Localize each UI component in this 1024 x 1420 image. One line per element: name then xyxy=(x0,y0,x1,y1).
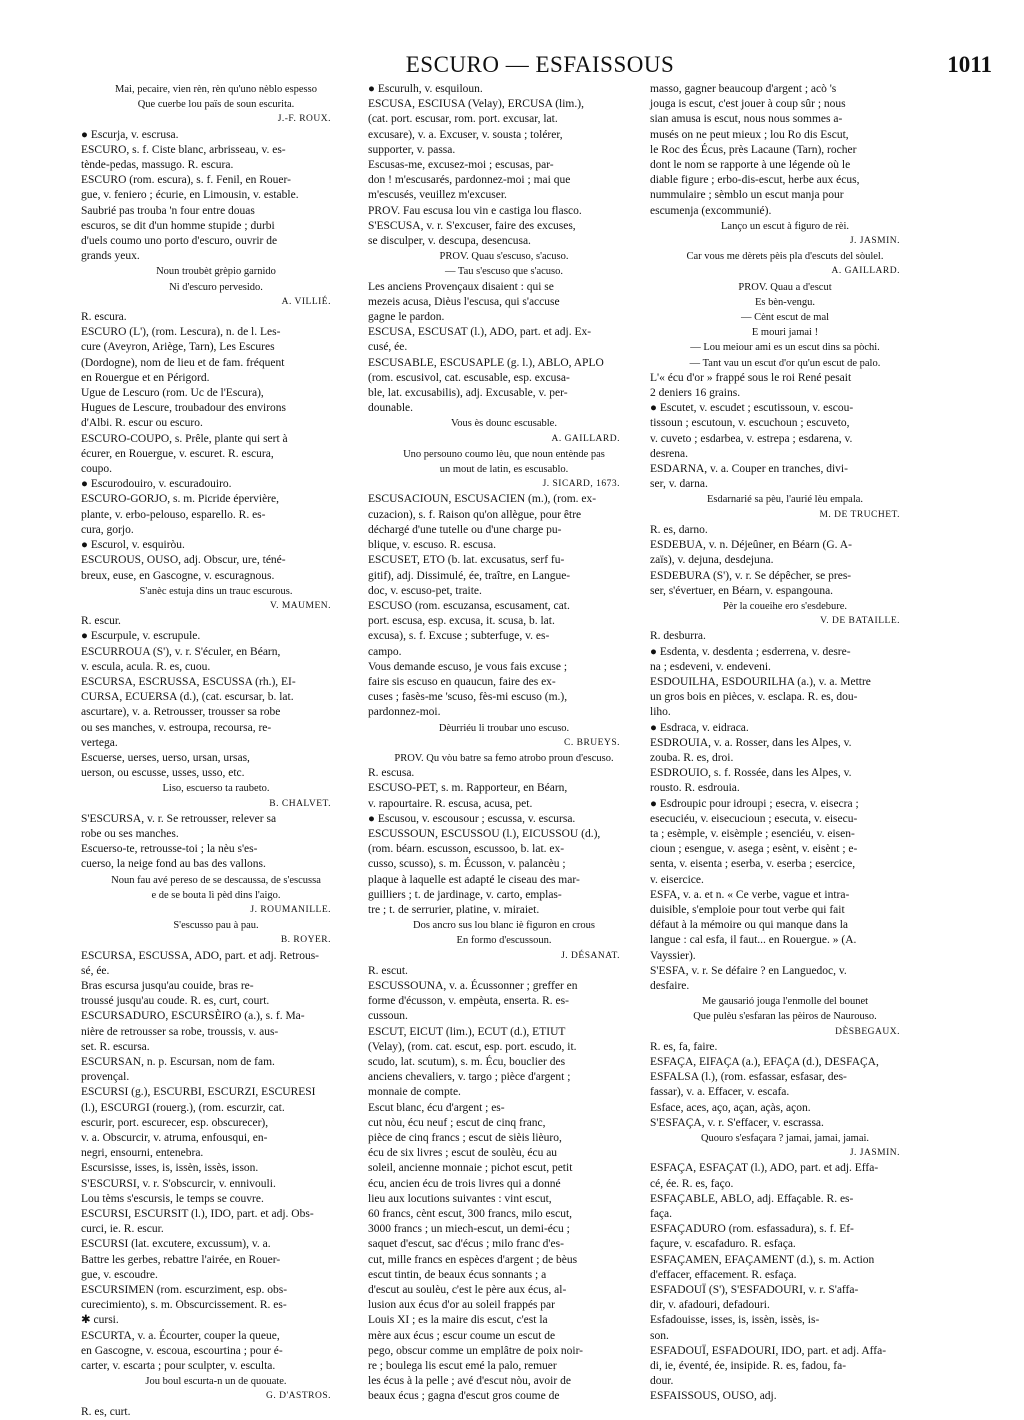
attribution: B. CHALVET. xyxy=(269,798,331,809)
entry-line: ● Esdenta, v. desdenta ; esderrena, v. desre- xyxy=(650,645,851,658)
entry-line: Escut blanc, écu d'argent ; es- xyxy=(368,1101,505,1114)
entry-line: S'ESCURSA, v. r. Se retrousser, relever sa xyxy=(81,812,277,825)
entry-line: sé, ée. xyxy=(81,964,110,977)
quotation-line: S'escusso pau à pau. xyxy=(173,920,259,932)
entry-line: ESCURO-GORJO, s. m. Picride épervière, xyxy=(81,493,280,506)
entry-line: v. a. Obscurcir, v. atruma, enfousqui, en- xyxy=(81,1132,268,1145)
entry-line: forme d'écusson, v. empèuta, enserta. R. es- xyxy=(368,995,569,1008)
entry-line: gue, v. feniero ; écurie, en Limousin, v. estable. xyxy=(81,189,299,202)
quotation-line: e de se bouta lì pèd dins l'aigo. xyxy=(151,889,281,901)
entry-line: masso, gagner beaucoup d'argent ; acò 's xyxy=(650,83,837,95)
entry-line: cusé, ée. xyxy=(368,341,408,354)
entry-line: Les anciens Provençaux disaient : qui se xyxy=(368,280,554,293)
entry-line: ESDOUILHA, ESDOURILHA (a.), v. a. Mettre xyxy=(650,675,871,688)
entry-line: ESFAISSOUS, OUSO, adj. xyxy=(650,1390,777,1403)
quotation-line: — Tant vau un escut d'or qu'un escut de palo. xyxy=(689,357,881,369)
entry-line: Louis XI ; es la maire dis escut, c'est la xyxy=(368,1314,548,1327)
entry-line: langue : cal esfa, il faut... en Rouergue. » (A. xyxy=(650,934,857,947)
entry-line: ascurtare), v. a. Retrousser, trousser sa robe xyxy=(81,706,281,719)
quotation-line: S'anèc estuja dins un trauc escurous. xyxy=(139,585,293,597)
entry-line: d'effacer, effacement. R. esfaça. xyxy=(650,1268,797,1281)
entry-line: CURSA, ECUERSA (d.), (cat. escursar, b. lat. xyxy=(81,691,294,704)
entry-line: don ! m'escusarés, pardonnez-moi ; mai que xyxy=(368,174,571,187)
entry-line: faire sis escuso en quaucun, faire des ex- xyxy=(368,675,556,688)
entry-line: gue, v. escoudre. xyxy=(81,1268,158,1281)
entry-line: ● Escusou, v. escousour ; escussa, v. escursa. xyxy=(368,812,576,825)
entry-line: (cat. port. escusar, rom. port. excusar, lat. xyxy=(368,113,558,126)
entry-line: écu de six livres ; escut de soulèu, écu au xyxy=(368,1147,558,1160)
entry-line: ● Escutet, v. escudet ; escutissoun, v. escou- xyxy=(650,402,854,415)
entry-line: ble, lat. excusabilis), adj. Excusable, v. per- xyxy=(368,387,568,400)
entry-line: curci, ie. R. escur. xyxy=(81,1223,164,1236)
entry-line: negri, ensourni, entenebra. xyxy=(81,1147,204,1160)
quotation-line: PROV. Qu vòu batre sa femo atrobo proun d'escuso. xyxy=(394,752,614,764)
entry-line: musés on ne peut mieux ; lou Ro dis Escut, xyxy=(650,128,849,141)
entry-line: supporter, v. passa. xyxy=(368,143,456,156)
entry-line: ser, s'évertuer, en Béarn, v. espangouna. xyxy=(650,584,834,597)
entry-line: ESCURTA, v. a. Écourter, couper la queue, xyxy=(81,1329,280,1342)
entry-line: coupo. xyxy=(81,463,112,476)
quotation-line: Liso, escuerso ta raubeto. xyxy=(162,783,270,795)
entry-line: 3000 francs ; un miech-escut, un demi-écu ; xyxy=(368,1223,570,1236)
entry-line: mère aux écus ; escur coume un escut de xyxy=(368,1329,556,1342)
quotation-line: Que cuerbe lou païs de soun escurita. xyxy=(137,99,295,111)
entry-line: di, ie, éventé, ée, insipide. R. es, fadou, fa- xyxy=(650,1360,847,1373)
entry-line: pièce de cinq francs ; escut de sièis lièuro, xyxy=(368,1132,562,1145)
entry-line: grands yeux. xyxy=(81,250,140,263)
attribution: B. ROYER. xyxy=(280,935,331,946)
entry-line: blique, v. escuso. R. escusa. xyxy=(368,539,496,552)
entry-line: S'ESCUSA, v. r. S'excuser, faire des excuses, xyxy=(368,219,576,232)
entry-line: Hugues de Lescure, troubadour des environs xyxy=(81,402,287,415)
quotation-line: Que pulèu s'esfaran las pèiros de Naurouso. xyxy=(693,1011,877,1023)
entry-line: en Rouergue et en Périgord. xyxy=(81,371,210,384)
entry-line: v. eisercice. xyxy=(650,873,704,886)
quotation-line: Dèurriéu li troubar uno escuso. xyxy=(438,722,570,734)
attribution: J. SICARD, 1673. xyxy=(542,479,620,490)
attribution: J. JASMIN. xyxy=(849,1148,900,1159)
entry-line: ESCURSADURO, ESCURSÈIRO (a.), s. f. Ma- xyxy=(81,1010,305,1023)
entry-line: cut, mille francs en espèces d'argent ; de bèus xyxy=(368,1253,578,1266)
entry-line: ESDROUIO, s. f. Rossée, dans les Alpes, v. xyxy=(650,767,852,780)
entry-line: pego, obscur comme un emplâtre de poix noir- xyxy=(368,1344,584,1357)
entry-line: tre ; t. de serrurier, platine, v. miraiet. xyxy=(368,903,540,916)
attribution: J. JASMIN. xyxy=(849,236,900,247)
entry-line: ESCUSET, ETO (b. lat. excusatus, serf fu- xyxy=(368,554,565,567)
entry-line: escut tintin, de beaux écus sonnants ; a xyxy=(368,1268,547,1281)
entry-line: ESFAÇAMEN, EFAÇAMENT (d.), s. m. Action xyxy=(650,1253,875,1266)
entry-line: ESCUSSOUNA, v. a. Écussonner ; greffer en xyxy=(368,979,578,992)
entry-line: gagne le pardon. xyxy=(368,311,445,324)
entry-line: carter, v. escarta ; pour sculpter, v. esculta. xyxy=(81,1360,276,1373)
quotation-line: Es bèn-vengu. xyxy=(754,296,816,308)
quotation-line: Uno persouno coumo lèu, que noun entènde pas xyxy=(403,448,605,460)
entry-line: R. escura. xyxy=(81,311,127,324)
entry-line: cussoun. xyxy=(368,1010,408,1023)
entry-line: ESCUSO-PET, s. m. Rapporteur, en Béarn, xyxy=(368,782,568,795)
entry-line: ESCURSI (g.), ESCURBI, ESCURZI, ESCURESI xyxy=(81,1086,316,1099)
entry-line: na ; esdeveni, v. endeveni. xyxy=(650,660,771,673)
entry-line: R. es, curt. xyxy=(81,1405,131,1418)
attribution: A. GAILLARD. xyxy=(831,266,900,277)
entry-line: campo. xyxy=(368,645,402,658)
entry-line: ta ; esèmple, v. eisèmple ; esenciéu, v. eisen- xyxy=(650,827,855,840)
entry-line: escurir, port. escurecer, esp. obscurecer), xyxy=(81,1116,269,1129)
entry-line: ESCURSA, ESCRUSSA, ESCUSSA (rh.), EI- xyxy=(81,675,296,688)
entry-line: lusion aux écus d'or au soleil frappés par xyxy=(368,1299,555,1312)
entry-line: lieu aux locutions suivantes : vint escut, xyxy=(368,1192,552,1205)
quotation-line: Jou boul escurta-n un de quouate. xyxy=(145,1376,287,1388)
quotation-line: Noun troubèt grèpio garnido xyxy=(156,266,276,278)
page-number: 1011 xyxy=(947,52,992,77)
entry-line: provençal. xyxy=(81,1071,130,1084)
entry-line: Saubrié pas trouba 'n four entre douas xyxy=(81,204,255,217)
entry-line: excusare), v. a. Excuser, v. sousta ; tolérer, xyxy=(368,128,563,141)
column-right xyxy=(650,82,920,1403)
entry-line: desrena. xyxy=(650,447,688,460)
entry-line: ou ses manches, v. estroupa, recoursa, re- xyxy=(81,721,272,734)
entry-line: cura, gorjo. xyxy=(81,523,134,536)
entry-line: ● Esdroupic pour idroupi ; esecra, v. eisecra ; xyxy=(650,797,859,810)
entry-line: (Dordogne), nom de lieu et de fam. fréquent xyxy=(81,356,285,369)
entry-line: écu, ancien écu de trois livres qui a donné xyxy=(368,1177,561,1190)
entry-line: ESDARNA, v. a. Couper en tranches, divi- xyxy=(650,463,848,476)
entry-line: plante, v. erbo-pelouso, esparello. R. es- xyxy=(81,508,266,521)
entry-line: ESCURO-COUPO, s. Prêle, plante qui sert à xyxy=(81,432,288,445)
entry-line: breux, euse, en Gascogne, v. escuragnous. xyxy=(81,569,275,582)
entry-line: cuerso, la neige fond au bas des vallons. xyxy=(81,858,266,871)
entry-line: v. rapourtaire. R. escusa, acusa, pet. xyxy=(368,797,533,810)
entry-line: R. desburra. xyxy=(650,630,706,643)
entry-line: rousto. R. esdrouia. xyxy=(650,782,740,795)
entry-line: (rom. béarn. escusson, escussoo, b. lat. ex- xyxy=(368,843,565,856)
entry-line: dont le nom se rapporte à une légende où le xyxy=(650,159,851,172)
entry-line: un gros bois en pièces, v. esclapa. R. es, dou- xyxy=(650,691,858,704)
entry-line: robe ou ses manches. xyxy=(81,827,179,840)
running-title: ESCURO — ESFAISSOUS xyxy=(405,52,675,77)
entry-line: Vous demande escuso, je vous fais excuse ; xyxy=(368,660,568,673)
entry-line: excusa), s. f. Excuse ; subterfuge, v. es- xyxy=(368,630,550,643)
entry-line: pardonnez-moi. xyxy=(368,706,441,719)
entry-line: ESDROUIA, v. a. Rosser, dans les Alpes, v. xyxy=(650,736,852,749)
entry-line: Esfadouisse, isses, is, issèn, issès, is- xyxy=(650,1314,820,1327)
entry-line: diable figure ; erbo-dis-escut, herbe aux écus, xyxy=(650,174,860,187)
entry-line: (Velay), (rom. cat. escut, esp. port. escudo, it. xyxy=(368,1040,577,1053)
entry-line: port. escusa, esp. excusa, it. scusa, b. lat. xyxy=(368,615,555,628)
entry-line: R. escusa. xyxy=(368,767,415,780)
entry-line: nummulaire ; sèmblo un escut manja pour xyxy=(650,189,844,202)
attribution: V. MAUMEN. xyxy=(269,600,331,611)
entry-line: ESDEBURA (S'), v. r. Se dépêcher, se pres- xyxy=(650,569,852,582)
entry-line: ● Esdraca, v. eidraca. xyxy=(650,721,749,734)
quotation-line: Dos ancro sus lou blanc iè figuron en crous xyxy=(413,920,595,932)
entry-line: déchargé d'une tutelle ou d'une charge pu- xyxy=(368,523,562,536)
entry-line: fassar), v. a. Effacer, v. escafa. xyxy=(650,1086,790,1099)
entry-line: se disculper, v. descupa, desencusa. xyxy=(368,235,531,248)
attribution: C. BRUEYS. xyxy=(564,737,620,748)
entry-line: ESCURSAN, n. p. Escursan, nom de fam. xyxy=(81,1056,275,1068)
column-middle xyxy=(368,82,640,1403)
entry-line: gitif), adj. Dissimulé, ée, traître, en Langue- xyxy=(368,569,571,582)
entry-line: ESCUSACIOUN, ESCUSACIEN (m.), (rom. ex- xyxy=(368,493,597,506)
entry-line: doc, v. escuso-pet, traite. xyxy=(368,584,482,597)
entry-line: ● Escurulh, v. esquiloun. xyxy=(368,83,483,95)
entry-line: façure, v. escafaduro. R. esfaça. xyxy=(650,1238,796,1251)
entry-line: ESCURSA, ESCUSSA, ADO, part. et adj. Retrous- xyxy=(81,949,319,962)
entry-line: ESFAÇA, ESFAÇAT (l.), ADO, part. et adj. Effa- xyxy=(650,1162,879,1175)
entry-line: saquet d'escut, sac d'écus ; milo franc d'es- xyxy=(368,1238,564,1251)
entry-line: ESFA, v. a. et n. « Ce verbe, vague et intra- xyxy=(650,888,850,901)
entry-line: ESFAÇADURO (rom. esfassadura), s. f. Ef- xyxy=(650,1223,854,1236)
entry-line: Esface, aces, aço, açan, açàs, açon. xyxy=(650,1101,811,1114)
attribution: A. GAILLARD. xyxy=(551,433,620,444)
entry-line: set. R. escursa. xyxy=(81,1040,150,1053)
entry-line: sian amusa is escut, nous nous sommes a- xyxy=(650,113,843,126)
quotation-line: — Tau s'escuso que s'acuso. xyxy=(444,266,564,278)
entry-line: ser, v. darna. xyxy=(650,478,708,491)
quotation-line: En formo d'escussoun. xyxy=(456,935,552,947)
column-left xyxy=(81,82,351,1418)
entry-line: écurer, en Rouergue, v. escuret. R. escura, xyxy=(81,447,274,460)
entry-line: tissoun ; escutoun, v. escuchoun ; escuveto, xyxy=(650,417,850,430)
entry-line: zouba. R. es, droi. xyxy=(650,751,734,764)
attribution: DÈSBEGAUX. xyxy=(835,1026,900,1037)
entry-line: nière de retrousser sa robe, troussis, v. aus- xyxy=(81,1025,279,1038)
quotation-line: PROV. Quau s'escuso, s'acuso. xyxy=(439,251,569,263)
entry-line: L'« écu d'or » frappé sous le roi René pesait xyxy=(650,371,852,384)
attribution: J.-F. ROUX. xyxy=(277,114,331,125)
quotation-line: Mai, pecaire, vien rèn, rèn qu'uno nèblo espesso xyxy=(115,84,317,95)
entry-line: R. escur. xyxy=(81,615,121,628)
entry-line: re ; boulega lis escut emé la palo, remuer xyxy=(368,1360,557,1373)
entry-line: ● Escurol, v. esquiròu. xyxy=(81,539,185,552)
entry-line: ESFALSA (l.), (rom. esfassar, esfasar, des- xyxy=(650,1071,847,1084)
entry-line: uerson, ou escusse, usses, usso, etc. xyxy=(81,767,245,780)
entry-line: duisible, s'emploie pour tout verbe qui fait xyxy=(650,903,845,916)
entry-line: ESCUSO (rom. escuzansa, escusament, cat. xyxy=(368,599,570,612)
entry-line: monnaie de compte. xyxy=(368,1086,461,1099)
attribution: V. DE BATAILLE. xyxy=(820,616,900,627)
entry-line: R. es, darno. xyxy=(650,523,708,536)
entry-line: v. escula, acula. R. es, cuou. xyxy=(81,660,211,673)
entry-line: dir, v. afadouri, defadouri. xyxy=(650,1299,770,1312)
attribution: J. ROUMANILLE. xyxy=(250,904,331,915)
entry-line: ESCUSA, ESCIUSA (Velay), ERCUSA (lim.), xyxy=(368,98,584,111)
entry-line: ESCUROUS, OUSO, adj. Obscur, ure, téné- xyxy=(81,554,286,567)
entry-line: ESCUSABLE, ESCUSAPLE (g. l.), ABLO, APLO xyxy=(368,356,604,369)
entry-line: ESFADOUÏ (S'), S'ESFADOURI, v. r. S'affa- xyxy=(650,1284,859,1297)
quotation-line: Ni d'escuro pervesido. xyxy=(169,281,263,293)
quotation-line: — Lou meiour ami es un escut dins sa pòchi. xyxy=(690,342,880,354)
entry-line: soleil, ancienne monnaie ; pichot escut, petit xyxy=(368,1162,573,1175)
quotation-line: Vous ès dounc escusable. xyxy=(451,418,557,430)
entry-line: Battre les gerbes, rebattre l'airée, en Rouer- xyxy=(81,1253,281,1266)
entry-line: v. cuveto ; esdarbea, v. estrepa ; esdarena, v. xyxy=(650,432,853,445)
entry-line: escumenja (excommunié). xyxy=(650,204,772,217)
entry-line: plaque à laquelle est adapté le ciseau des mar- xyxy=(368,873,580,886)
entry-line: cioun ; esengue, v. asega ; esènt, v. eisènt ; e- xyxy=(650,843,858,856)
entry-line: Escuerso-te, retrousse-toi ; la nèu s'es- xyxy=(81,843,258,856)
entry-line: (rom. escusivol, cat. escusable, esp. excusa- xyxy=(368,371,570,384)
entry-line: senta, v. eisenta ; eserba, v. eserba ; esercice, xyxy=(650,858,856,871)
entry-line: ESCURROUA (S'), v. r. S'éculer, en Béarn, xyxy=(81,645,281,658)
entry-line: en Gascogne, v. escoua, escourtina ; pour é- xyxy=(81,1344,283,1357)
entry-line: R. es, fa, faire. xyxy=(650,1040,718,1053)
attribution: J. DÉSANAT. xyxy=(561,950,620,961)
page-header xyxy=(80,50,1000,84)
entry-line: ✱ cursi. xyxy=(81,1314,119,1327)
entry-line: guilliers ; t. de jardinage, v. carto, emplas- xyxy=(368,888,562,901)
entry-line: cé, ée. R. es, faço. xyxy=(650,1177,734,1190)
entry-line: S'ESFA, v. r. Se défaire ? en Languedoc, v. xyxy=(650,964,847,977)
entry-line: Lou tèms s'escursis, le temps se couvre. xyxy=(81,1192,264,1205)
entry-line: tènde-pedas, massugo. R. escura. xyxy=(81,159,234,172)
entry-line: 60 francs, cènt escut, 300 francs, milo escut, xyxy=(368,1208,573,1221)
entry-line: faça. xyxy=(650,1208,673,1221)
entry-line: ● Escurpule, v. escrupule. xyxy=(81,630,201,643)
entry-line: jouga is escut, c'est jouer à coup sûr ; nous xyxy=(650,98,846,111)
entry-line: cure (Aveyron, Ariège, Tarn), Les Escures xyxy=(81,341,275,354)
entry-line: vertega. xyxy=(81,736,118,749)
quotation-line: Noun fau avé pereso de se descaussa, de s'escussa xyxy=(111,874,321,886)
entry-line: ESCURSIMEN (rom. escurziment, esp. obs- xyxy=(81,1284,288,1297)
entry-line: cuses ; fasès-me 'scuso, fès-mi escuso (m.), xyxy=(368,691,568,704)
entry-line: cut nòu, écu neuf ; escut de cinq franc, xyxy=(368,1116,546,1129)
quotation-line: Lanço un escut à figuro de rèi. xyxy=(721,220,849,232)
quotation-line: Car vous me dèrets pèis pla d'escuts del sòulel. xyxy=(686,251,884,263)
entry-line: Escuerse, uerses, uerso, ursan, ursas, xyxy=(81,751,250,764)
entry-line: ESCURO (rom. escura), s. f. Fenil, en Rouer- xyxy=(81,174,291,187)
entry-line: beaux écus ; gagna d'escut gros coume de xyxy=(368,1390,560,1403)
entry-line: 2 deniers 16 grains. xyxy=(650,387,741,400)
quotation-line: PROV. Quau a d'escut xyxy=(738,281,832,293)
entry-line: ● Escurodouiro, v. escuradouiro. xyxy=(81,478,232,491)
entry-line: dounable. xyxy=(368,402,414,415)
entry-line: d'Albi. R. escur ou escuro. xyxy=(81,417,203,430)
entry-line: (l.), ESCURGI (rouerg.), (rom. escurzir, cat. xyxy=(81,1101,285,1114)
quotation-line: un mout de latin, es escusablo. xyxy=(439,464,569,476)
entry-line: R. escut. xyxy=(368,964,408,977)
attribution: M. DE TRUCHET. xyxy=(819,509,900,520)
entry-line: ESCUSA, ESCUSAT (l.), ADO, part. et adj. Ex- xyxy=(368,326,592,339)
entry-line: ESFADOUÏ, ESFADOURI, IDO, part. et adj. Affa- xyxy=(650,1344,887,1357)
entry-line: scudo, lat. scutum), s. m. Écu, bouclier des xyxy=(368,1056,566,1068)
entry-line: ESCURSI (lat. excutere, excussum), v. a. xyxy=(81,1238,271,1251)
entry-line: Escursisse, isses, is, issèn, issès, isson. xyxy=(81,1162,259,1175)
entry-line: ESCUSSOUN, ESCUSSOU (l.), EICUSSOU (d.), xyxy=(368,827,601,840)
entry-line: Bras escursa jusqu'au couide, bras re- xyxy=(81,979,254,992)
entry-line: troussé jusqu'au coude. R. es, curt, court. xyxy=(81,995,270,1008)
entry-line: Ugue de Lescuro (rom. Uc de l'Escura), xyxy=(81,387,264,400)
entry-line: m'escusés, veuillez m'excuser. xyxy=(368,189,507,202)
entry-line: d'uels coumo uno porto d'escuro, ouvrir de xyxy=(81,235,278,248)
quotation-line: Esdarnarié sa pèu, l'aurié lèu empala. xyxy=(706,494,864,506)
entry-line: dour. xyxy=(650,1375,674,1388)
entry-line: son. xyxy=(650,1329,669,1342)
entry-line: les écus à la pelle ; avé d'escut nòu, avoir de xyxy=(368,1375,571,1388)
quotation-line: Pèr la coueihe ero s'esdebure. xyxy=(722,600,848,612)
entry-line: ● Escurja, v. escrusa. xyxy=(81,128,179,141)
entry-line: liho. xyxy=(650,706,671,719)
entry-line: anciens chevaliers, v. targo ; pièce d'argent ; xyxy=(368,1071,571,1084)
entry-line: d'escut au soulèu, c'est le père aux écus, al- xyxy=(368,1284,567,1297)
entry-line: escuros, se dit d'un homme stupide ; durbi xyxy=(81,219,275,232)
attribution: G. D'ASTROS. xyxy=(266,1391,331,1402)
entry-line: ESCURO, s. f. Ciste blanc, arbrisseau, v. es- xyxy=(81,143,286,156)
entry-line: ESCURO (L'), (rom. Lescura), n. de l. Les- xyxy=(81,326,281,339)
entry-line: cuzacion), s. f. Raison qu'on allègue, pour être xyxy=(368,508,582,521)
entry-line: PROV. Fau escusa lou vin e castiga lou flasco. xyxy=(368,204,582,217)
attribution: A. VILLIÉ. xyxy=(281,296,331,307)
quotation-line: Quouro s'esfaçara ? jamai, jamai, jamai. xyxy=(700,1133,870,1145)
entry-line: ESDEBUA, v. n. Déjeûner, en Béarn (G. A- xyxy=(650,539,852,552)
entry-line: zaïs), v. dejuna, desdejuna. xyxy=(650,554,774,567)
entry-line: curecimiento), s. m. Obscurcissement. R. es- xyxy=(81,1299,287,1312)
entry-line: Vayssier). xyxy=(650,949,696,962)
entry-line: ESFAÇA, EIFAÇA (a.), EFAÇA (d.), DESFAÇA, xyxy=(650,1056,879,1068)
entry-line: Escusas-me, excusez-moi ; escusas, par- xyxy=(368,159,554,172)
entry-line: esecuciéu, v. eisecucioun ; esecuta, v. eisecu- xyxy=(650,812,858,825)
entry-line: ESFAÇABLE, ABLO, adj. Effaçable. R. es- xyxy=(650,1192,854,1205)
entry-line: S'ESFAÇA, v. r. S'effacer, v. escrassa. xyxy=(650,1116,824,1129)
quotation-line: E mouri jamai ! xyxy=(751,327,819,339)
entry-line: cusso, scusso), s. m. Écusson, v. palancèu ; xyxy=(368,858,566,871)
entry-line: desfaire. xyxy=(650,979,690,992)
quotation-line: Me gausarió jouga l'enmolle del bounet xyxy=(701,996,869,1008)
quotation-line: — Cènt escut de mal xyxy=(740,312,830,324)
entry-line: ESCURSI, ESCURSIT (l.), IDO, part. et adj. Obs- xyxy=(81,1208,314,1221)
entry-line: ESCUT, EICUT (lim.), ECUT (d.), ETIUT xyxy=(368,1025,566,1038)
entry-line: le Roc des Écus, près Lacaune (Tarn), rocher xyxy=(650,143,857,156)
entry-line: S'ESCURSI, v. r. S'obscurcir, v. ennivouli. xyxy=(81,1177,276,1190)
entry-line: mezeis acusa, Dièus l'escusa, qui s'accuse xyxy=(368,295,560,308)
entry-line: défaut à la mémoire ou qui manque dans la xyxy=(650,919,848,932)
